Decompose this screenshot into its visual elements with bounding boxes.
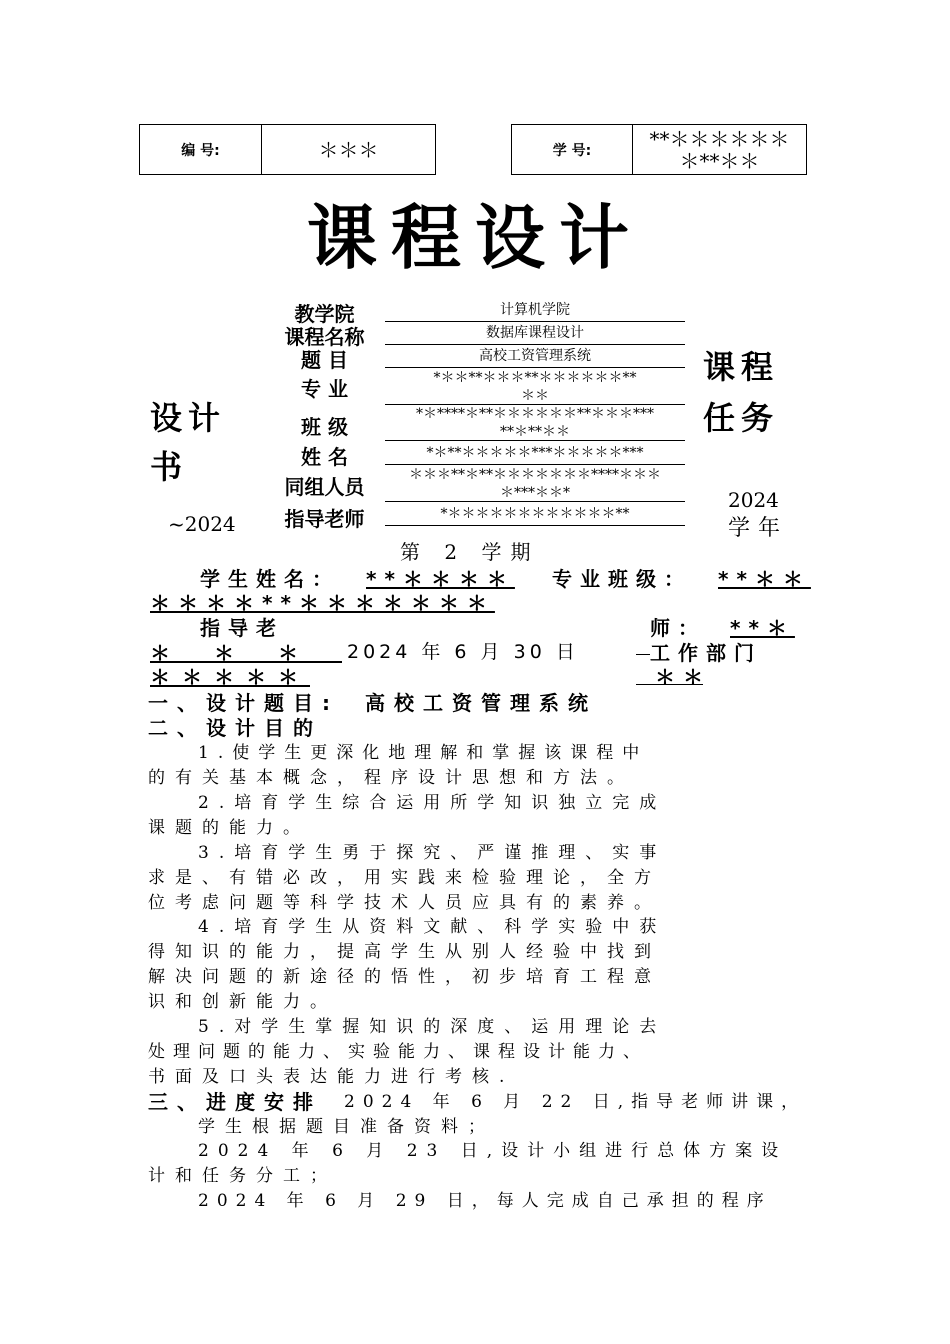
major-class-value: **＊＊ <box>718 567 811 591</box>
right-title-2: 任务 <box>703 399 780 437</box>
major-class-value-2: ＊＊＊＊**＊＊＊＊＊＊＊ <box>150 591 495 615</box>
field-value-class-line1: *＊****＊**＊＊＊＊＊＊**＊＊＊*** <box>416 406 654 422</box>
section3-line-5: 2024 年 6 月 29 日，每人完成自己承担的程序 <box>198 1191 772 1211</box>
field-label-course: 课程名称 <box>284 325 365 349</box>
student-id-label: 学 号: <box>512 125 633 174</box>
field-label-advisor: 指导老师 <box>284 507 365 531</box>
section3-line-4: 计和任务分工； <box>148 1166 337 1186</box>
right-year-suffix: 学年 <box>728 516 789 541</box>
dept-dash <box>636 654 650 655</box>
section2-line-9: 得知识的能力，提高学生从别人经验中找到 <box>148 942 661 962</box>
page-title: 课程设计 <box>307 197 643 279</box>
student-name-value: **＊＊＊＊ <box>366 567 515 591</box>
field-value-course: 数据库课程设计 <box>385 324 685 345</box>
date: 2024 年 6 月 30 日 <box>347 641 579 663</box>
field-value-major-line1: *＊＊**＊＊＊**＊＊＊＊＊＊** <box>433 370 637 386</box>
field-value-college: 计算机学院 <box>385 301 685 322</box>
field-label-name: 姓 名 <box>301 445 348 469</box>
student-id-box <box>511 124 807 175</box>
number-box <box>139 124 436 175</box>
section3-line-3: 2024 年 6 月 23 日,设计小组进行总体方案设 <box>198 1141 788 1161</box>
major-class-label: 专业班级： <box>552 567 692 591</box>
section3-line-2: 学生根据题目准备资料； <box>198 1117 495 1137</box>
section2-line-1: 1.使学生更深化地理解和掌握该课程中 <box>198 743 649 763</box>
dept-value: ＊＊＊＊＊ <box>150 665 310 689</box>
student-id-value <box>633 125 806 174</box>
section2-line-12: 5.对学生掌握知识的深度、运用理论去 <box>198 1017 667 1037</box>
section2-heading: 二、设计目的 <box>148 716 322 740</box>
field-label-college: 教学院 <box>294 302 355 326</box>
section2-line-7: 位考虑问题等科学技术人员应具有的素养。 <box>148 893 661 913</box>
number-label: 编 号: <box>140 125 262 174</box>
section2-line-4: 课题的能力。 <box>148 818 310 838</box>
section2-line-6: 求是、有错必改，用实践来检验理论，全方 <box>148 868 661 888</box>
student-id-line2: ＊**＊＊ <box>679 148 760 173</box>
left-title-2: 书 <box>150 448 189 486</box>
section2-line-10: 解决问题的新途径的悟性，初步培育工程意 <box>148 967 661 987</box>
field-value-major <box>385 369 685 405</box>
student-name-label: 学生姓名： <box>200 567 340 591</box>
field-value-name: *＊**＊＊＊＊＊***＊＊＊＊＊*** <box>385 444 685 465</box>
section1-heading: 一、设计题目: <box>148 691 339 715</box>
advisor-value: **＊ <box>730 616 795 640</box>
section1-title: 高校工资管理系统 <box>365 691 597 715</box>
number-value: ＊＊＊ <box>318 137 379 162</box>
field-label-topic: 题 目 <box>301 348 348 372</box>
field-label-class: 班 级 <box>301 415 348 439</box>
semester: 第 2 学期 <box>400 540 540 564</box>
field-value-group-line2: ＊***＊＊* <box>500 485 570 501</box>
section2-line-13: 处理问题的能力、实验能力、课程设计能力、 <box>148 1042 648 1062</box>
section2-line-3: 2.培育学生综合运用所学知识独立完成 <box>198 793 667 813</box>
field-value-class <box>385 405 685 441</box>
right-title-1: 课程 <box>703 348 780 386</box>
field-label-major: 专 业 <box>301 377 348 401</box>
section2-line-11: 识和创新能力。 <box>148 992 337 1012</box>
field-label-group: 同组人员 <box>284 475 365 499</box>
dept-label: 工作部门 <box>650 641 762 665</box>
field-value-class-line2: **＊**＊＊ <box>500 424 570 440</box>
advisor-value-2: ＊＊＊ <box>150 641 342 665</box>
field-value-advisor: *＊＊＊＊＊＊＊＊＊＊＊＊** <box>385 505 685 526</box>
field-value-topic: 高校工资管理系统 <box>385 347 685 368</box>
section3-heading: 三、进度安排 <box>148 1090 322 1114</box>
field-value-major-line2: ＊＊ <box>521 388 549 404</box>
section2-line-14: 书面及口头表达能力进行考核. <box>148 1067 515 1087</box>
right-year: 2024 <box>728 488 779 512</box>
field-value-group <box>385 466 685 502</box>
section2-line-5: 3.培育学生勇于探究、严谨推理、实事 <box>198 843 667 863</box>
dept-value-2: ＊＊ <box>655 665 711 689</box>
student-id-line1: **＊＊＊＊＊＊ <box>649 126 790 151</box>
left-title-1: 设计 <box>150 399 227 437</box>
section3-line-1: 2024 年 6 月 22 日,指导老师讲课， <box>344 1092 807 1112</box>
section2-line-8: 4.培育学生从资料文献、科学实验中获 <box>198 917 667 937</box>
left-year: ~2024 <box>168 512 236 536</box>
advisor-label-1: 指导老 <box>200 616 284 640</box>
advisor-label-2: 师： <box>650 616 706 640</box>
field-value-group-line1: ＊＊＊**＊**＊＊＊＊＊＊＊****＊＊＊ <box>409 467 661 483</box>
section2-line-2: 的有关基本概念，程序设计思想和方法。 <box>148 768 634 788</box>
